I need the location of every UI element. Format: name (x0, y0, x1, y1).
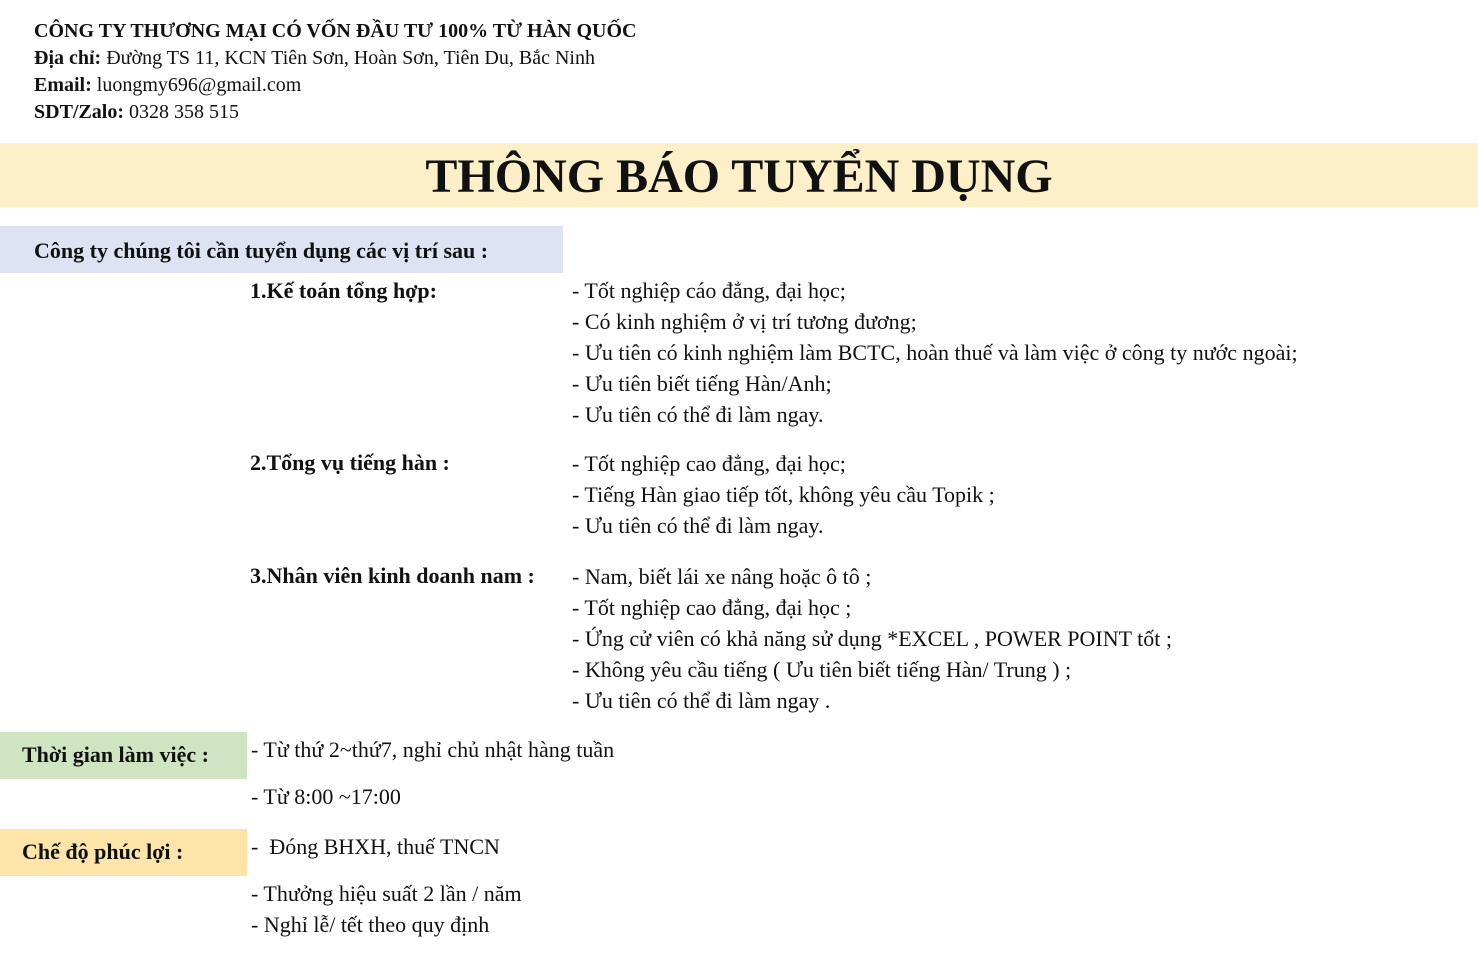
requirement-item: - Không yêu cầu tiếng ( Ưu tiên biết tiếng Hàn/ Trung ) ; (572, 657, 1072, 682)
working-time-item: - Từ 8:00 ~17:00 (251, 784, 401, 809)
benefit-item: - Thưởng hiệu suất 2 lần / năm (251, 881, 522, 906)
requirement-item: - Ưu tiên có kinh nghiệm làm BCTC, hoàn thuế và làm việc ở công ty nước ngoài; (572, 340, 1298, 365)
company-address (34, 46, 595, 70)
intro-text: Công ty chúng tôi cần tuyển dụng các vị trí sau : (34, 238, 489, 263)
requirement-item: - Tốt nghiệp cáo đẳng, đại học; (572, 278, 846, 303)
working-time-label: Thời gian làm việc : (22, 742, 209, 767)
benefit-item: - Đóng BHXH, thuế TNCN (251, 834, 500, 859)
position-title-sales: 3.Nhân viên kinh doanh nam : (250, 563, 535, 588)
position-title-accountant: 1.Kế toán tổng hợp: (250, 278, 437, 303)
email-label: Email: (34, 74, 92, 96)
requirement-item: - Ưu tiên có thể đi làm ngay. (572, 402, 824, 427)
address-label: Địa chỉ: (34, 47, 102, 69)
requirement-item: - Nam, biết lái xe nâng hoặc ô tô ; (572, 564, 872, 589)
position-requirements-general-affairs (572, 448, 995, 541)
requirement-item: - Tiếng Hàn giao tiếp tốt, không yêu cầu Topik ; (572, 482, 995, 507)
benefit-item: - Nghỉ lễ/ tết theo quy định (251, 912, 490, 937)
company-name: CÔNG TY THƯƠNG MẠI CÓ VỐN ĐẦU TƯ 100% TỪ HÀN QUỐC (34, 20, 637, 42)
working-time-item: - Từ thứ 2~thứ7, nghỉ chủ nhật hàng tuần (251, 737, 615, 762)
intro-box (0, 226, 563, 273)
company-email (34, 73, 301, 97)
phone-label: SDT/Zalo: (34, 101, 125, 123)
requirement-item: - Ưu tiên có thể đi làm ngay . (572, 688, 831, 713)
company-phone (34, 100, 239, 124)
benefits-label-box (0, 829, 247, 876)
phone-value: 0328 358 515 (124, 101, 240, 123)
requirement-item: - Ưu tiên biết tiếng Hàn/Anh; (572, 371, 832, 396)
working-time-label-box (0, 732, 247, 779)
page-title: THÔNG BÁO TUYỂN DỤNG (425, 150, 1053, 203)
position-title-general-affairs: 2.Tổng vụ tiếng hàn : (250, 450, 450, 475)
requirement-item: - Có kinh nghiệm ở vị trí tương đương; (572, 309, 917, 334)
position-requirements-accountant (572, 275, 1298, 430)
position-requirements-sales (572, 561, 1172, 716)
requirement-item: - Tốt nghiệp cao đẳng, đại học; (572, 451, 846, 476)
requirement-item: - Tốt nghiệp cao đẳng, đại học ; (572, 595, 852, 620)
benefits-label: Chế độ phúc lợi : (22, 839, 184, 864)
address-value: Đường TS 11, KCN Tiên Sơn, Hoàn Sơn, Tiên Du, Bắc Ninh (101, 47, 595, 69)
email-value: luongmy696@gmail.com (91, 74, 302, 96)
requirement-item: - Ứng cử viên có khả năng sử dụng *EXCEL , POWER POINT tốt ; (572, 626, 1173, 651)
title-banner (0, 143, 1478, 207)
requirement-item: - Ưu tiên có thể đi làm ngay. (572, 513, 824, 538)
